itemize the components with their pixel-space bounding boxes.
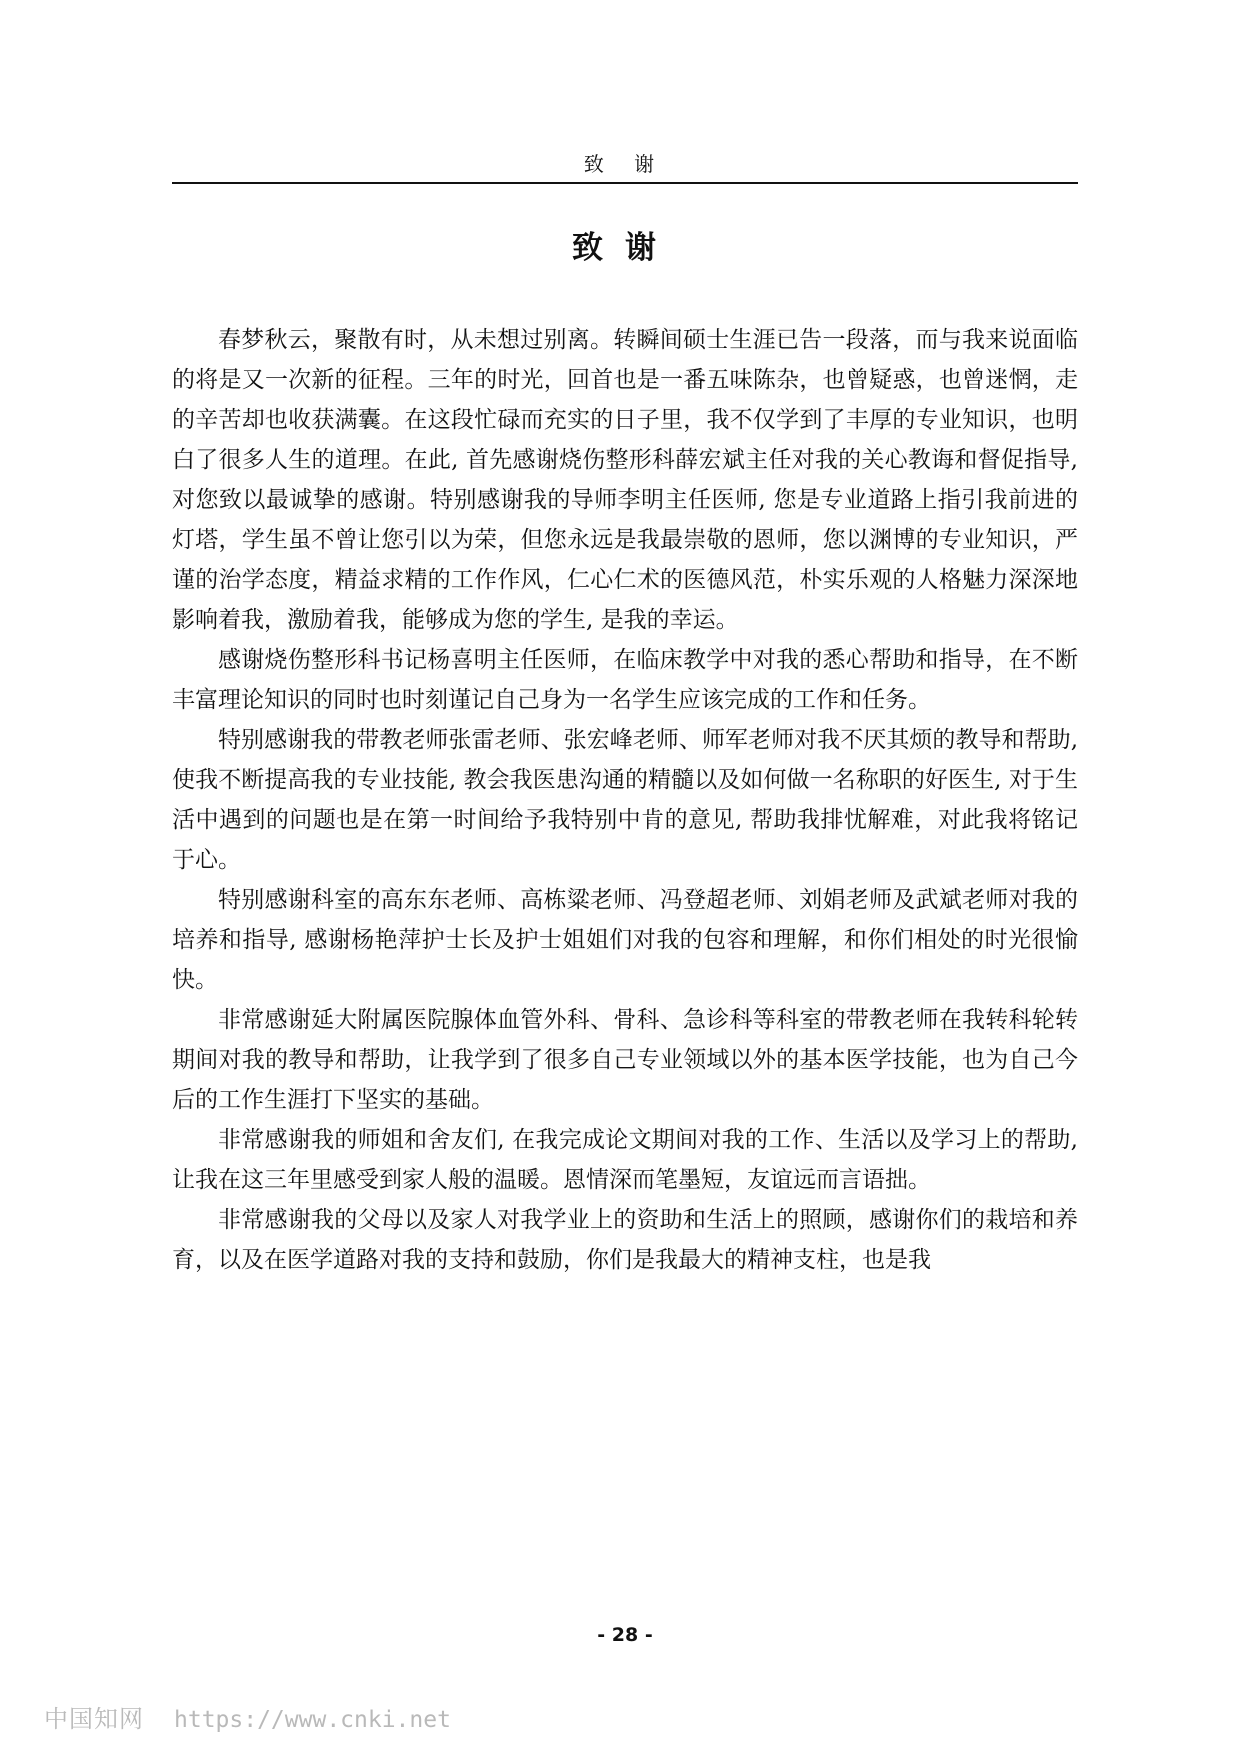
cnki-watermark [44, 1704, 451, 1735]
paragraph: 特别感谢我的带教老师张雷老师、张宏峰老师、师军老师对我不厌其烦的教导和帮助, 使我不断提高我的专业技能, 教会我医患沟通的精髓以及如何做一名称职的好医生, 对于生活中遇到的问题也是在第一时间给予我特别中肯的意见, 帮助我排忧解难，对此我将铭记于心。 [172, 727, 1078, 873]
header-divider [172, 182, 1078, 184]
paragraph: 非常感谢我的父母以及家人对我学业上的资助和生活上的照顾，感谢你们的栽培和养育，以及在医学道路对我的支持和鼓励，你们是我最大的精神支柱，也是我 [172, 1207, 1078, 1273]
paragraph: 春梦秋云，聚散有时，从未想过别离。转瞬间硕士生涯已告一段落，而与我来说面临的将是又一次新的征程。三年的时光，回首也是一番五味陈杂，也曾疑惑，也曾迷惘，走的辛苦却也收获满囊。在这段忙碌而充实的日子里，我不仅学到了丰厚的专业知识，也明白了很多人生的道理。在此, 首先感谢烧伤整形科薛宏斌主任对我的关心教诲和督促指导, 对您致以最诚挚的感谢。特别感谢我的导师李明主任医师, 您是专业道路上指引我前进的灯塔，学生虽不曾让您引以为荣，但您永远是我最崇敬的恩师，您以渊博的专业知识，严谨的治学态度，精益求精的工作作风，仁心仁术的医德风范，朴实乐观的人格魅力深深地影响着我，激励着我，能够成为您的学生, 是我的幸运。 [172, 327, 1078, 633]
watermark-url: https://www.cnki.net [174, 1707, 451, 1733]
page-number: - 28 - [597, 1624, 653, 1646]
paragraph: 非常感谢延大附属医院腺体血管外科、骨科、急诊科等科室的带教老师在我转科轮转期间对我的教导和帮助，让我学到了很多自己专业领域以外的基本医学技能，也为自己今后的工作生涯打下坚实的基础。 [172, 1007, 1078, 1113]
running-header: 致 谢 [583, 152, 667, 176]
paragraph: 非常感谢我的师姐和舍友们, 在我完成论文期间对我的工作、生活以及学习上的帮助, 让我在这三年里感受到家人般的温暖。恩情深而笔墨短，友谊远而言语拙。 [172, 1127, 1078, 1193]
paragraph: 感谢烧伤整形科书记杨喜明主任医师，在临床教学中对我的悉心帮助和指导，在不断丰富理论知识的同时也时刻谨记自己身为一名学生应该完成的工作和任务。 [172, 647, 1078, 713]
watermark-brand: 中国知网 [44, 1705, 144, 1733]
acknowledgement-body [172, 320, 1078, 1280]
paragraph: 特别感谢科室的高东东老师、高栋粱老师、冯登超老师、刘娟老师及武斌老师对我的培养和指导, 感谢杨艳萍护士长及护士姐姐们对我的包容和理解，和你们相处的时光很愉快。 [172, 887, 1078, 993]
page-title: 致谢 [572, 230, 678, 266]
